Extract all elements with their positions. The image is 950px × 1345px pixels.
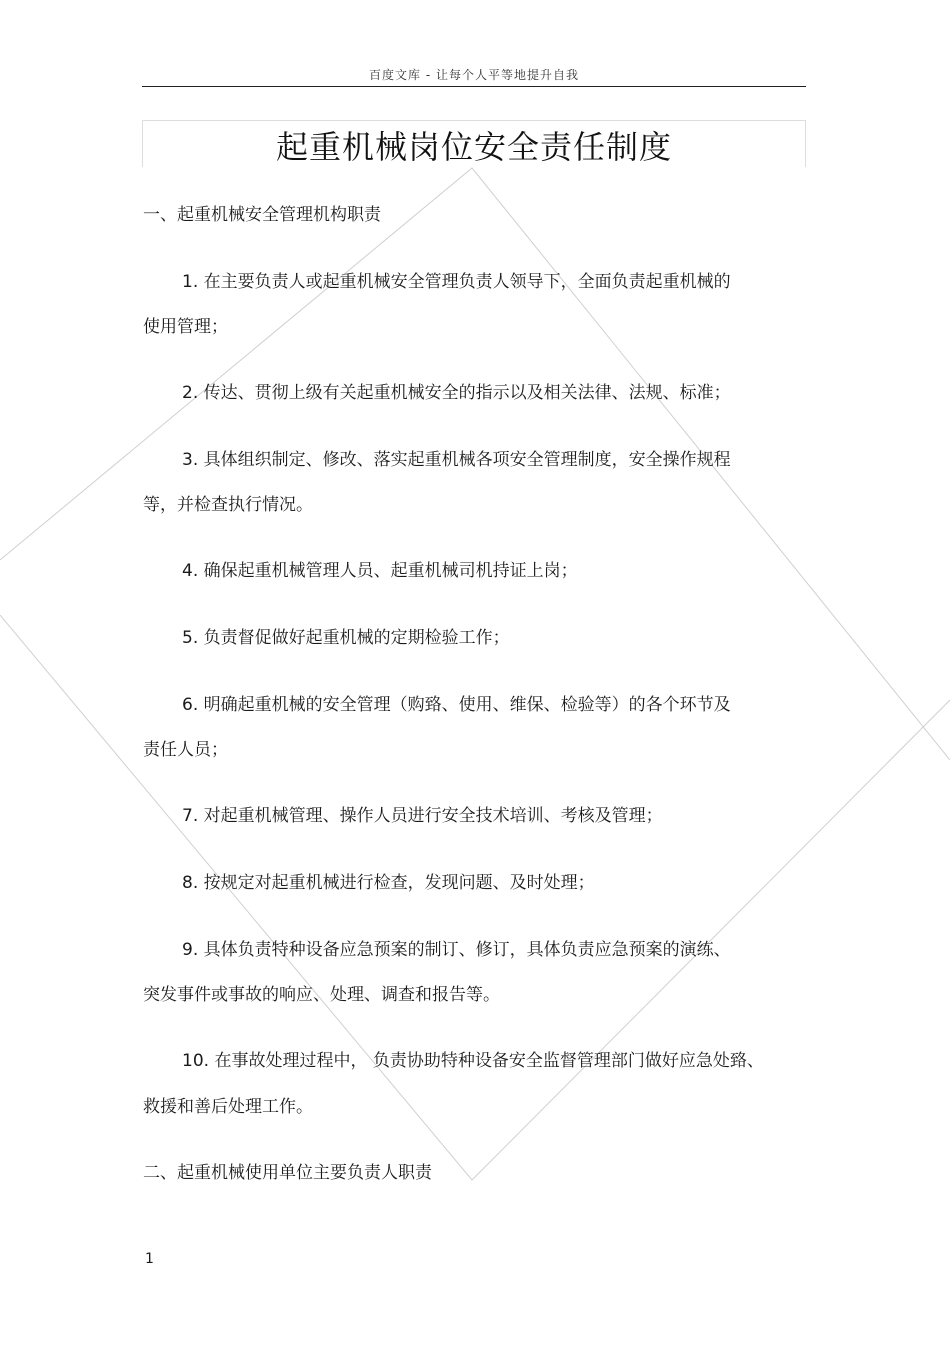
list-item-3: 3. 具体组织制定、修改、落实起重机械各项安全管理制度，安全操作规程 bbox=[182, 450, 731, 470]
list-item-2: 2. 传达、贯彻上级有关起重机械安全的指示以及相关法律、法规、标准； bbox=[182, 383, 731, 403]
page-number: 1 bbox=[145, 1251, 154, 1267]
list-item-10: 10. 在事故处理过程中， 负责协助特种设备安全监督管理部门做好应急处臵、 bbox=[182, 1051, 764, 1071]
list-item-5: 5. 负责督促做好起重机械的定期检验工作； bbox=[182, 628, 510, 648]
header-divider bbox=[142, 86, 806, 87]
list-item-6: 6. 明确起重机械的安全管理（购臵、使用、维保、检验等）的各个环节及 bbox=[182, 695, 731, 715]
list-item-6-cont: 责任人员； bbox=[143, 740, 228, 760]
list-item-10-cont: 救援和善后处理工作。 bbox=[143, 1097, 313, 1117]
list-item-9: 9. 具体负责特种设备应急预案的制订、修订，具体负责应急预案的演练、 bbox=[182, 940, 731, 960]
list-item-3-cont: 等，并检查执行情况。 bbox=[143, 495, 313, 515]
document-title: 起重机械岗位安全责任制度 bbox=[275, 128, 672, 166]
list-item-4: 4. 确保起重机械管理人员、起重机械司机持证上岗； bbox=[182, 561, 578, 581]
list-item-7: 7. 对起重机械管理、操作人员进行安全技术培训、考核及管理； bbox=[182, 806, 663, 826]
section-heading-2: 二、起重机械使用单位主要负责人职责 bbox=[143, 1163, 432, 1183]
section-heading-1: 一、起重机械安全管理机构职责 bbox=[143, 205, 381, 225]
list-item-1-cont: 使用管理； bbox=[143, 317, 228, 337]
header-text: 百度文库 - 让每个人平等地提升自我 bbox=[369, 68, 579, 82]
list-item-9-cont: 突发事件或事故的响应、处理、调查和报告等。 bbox=[143, 985, 500, 1005]
list-item-1: 1. 在主要负责人或起重机械安全管理负责人领导下，全面负责起重机械的 bbox=[182, 272, 731, 292]
list-item-8: 8. 按规定对起重机械进行检查，发现问题、及时处理； bbox=[182, 873, 595, 893]
